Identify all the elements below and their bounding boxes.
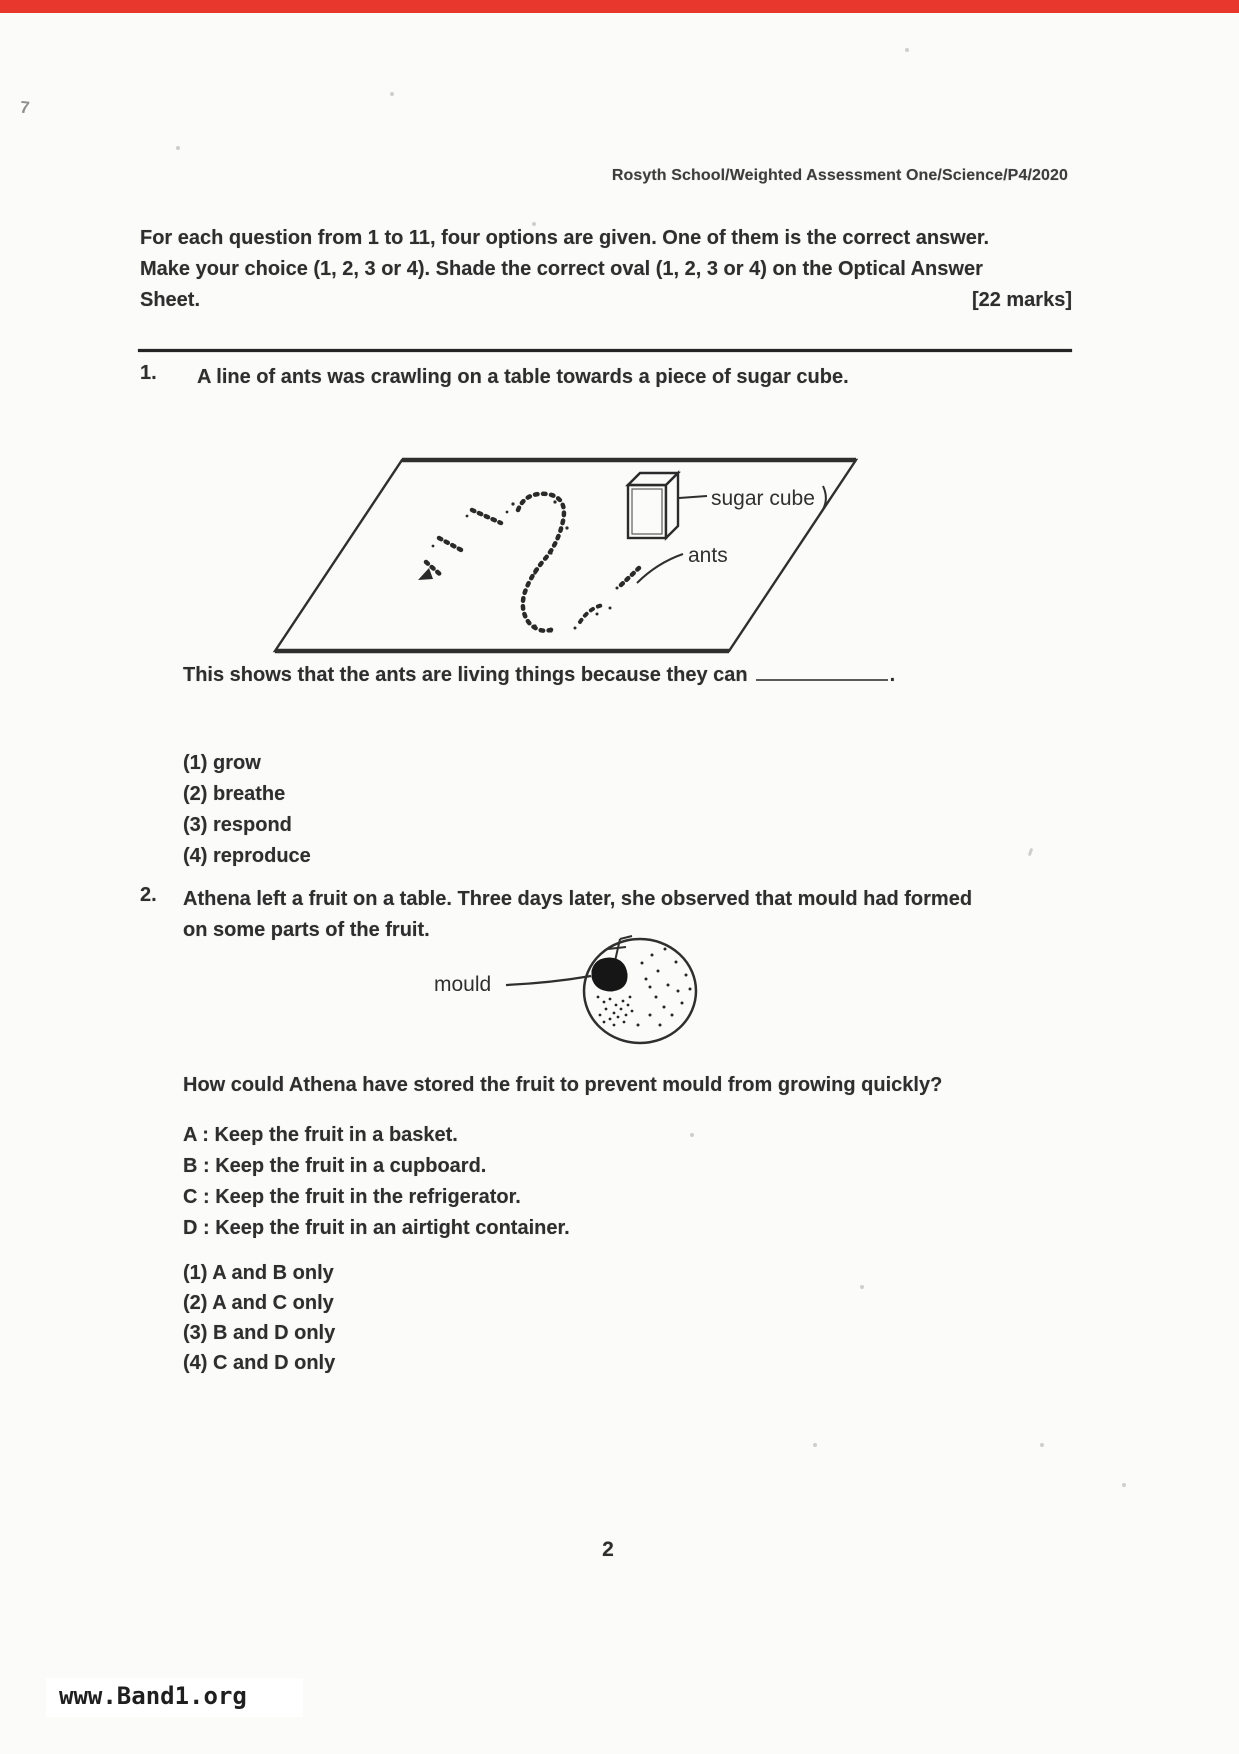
scan-speck — [1040, 1443, 1044, 1447]
option-row: (4) reproduce — [183, 845, 311, 867]
scan-speck — [390, 92, 394, 96]
instructions-line-1: For each question from 1 to 11, four options are given. One of them is the correct answer. — [140, 227, 990, 249]
question-1-stem — [183, 664, 895, 687]
question-2-number: 2. — [140, 884, 157, 906]
statement-row: B : Keep the fruit in a cupboard. — [183, 1155, 487, 1177]
option-row: (3) respond — [183, 814, 292, 836]
scan-speck — [690, 1133, 694, 1137]
marks-label: [22 marks] — [971, 289, 1072, 311]
instructions-line-2: Make your choice (1, 2, 3 or 4). Shade the correct oval (1, 2, 3 or 4) on the Optical Answer — [140, 258, 983, 280]
ant-trail — [426, 494, 639, 631]
question-2-question: How could Athena have stored the fruit to prevent mould from growing quickly? — [183, 1074, 943, 1096]
question-1-number: 1. — [140, 362, 157, 384]
mould-label: mould — [434, 973, 492, 996]
scan-speck — [860, 1285, 864, 1289]
question-2-text-line-1: Athena left a fruit on a table. Three days later, she observed that mould had formed — [183, 888, 973, 910]
question-2-options — [183, 1258, 335, 1378]
page-number: 2 — [602, 1538, 614, 1561]
option-row: (3) B and D only — [183, 1322, 336, 1344]
question-2-text-line-2: on some parts of the fruit. — [183, 919, 430, 941]
question-2-statements — [183, 1120, 570, 1244]
instructions-line-3 — [140, 285, 1072, 316]
scan-speck — [1122, 1483, 1126, 1487]
stray-curve-mark — [820, 486, 826, 514]
statement-row: A : Keep the fruit in a basket. — [183, 1124, 458, 1146]
mould-leader-line — [506, 976, 591, 985]
page-header: Rosyth School/Weighted Assessment One/Science/P4/2020 — [611, 167, 1068, 184]
scan-speck — [1028, 848, 1034, 857]
instructions-block — [140, 223, 1072, 316]
option-row: (1) grow — [183, 752, 261, 774]
sugar-cube-leader-line — [679, 496, 707, 498]
statement-row: D : Keep the fruit in an airtight container. — [183, 1217, 570, 1239]
ants-table-diagram — [255, 438, 875, 673]
option-row: (2) A and C only — [183, 1292, 334, 1314]
scan-speck — [905, 48, 909, 52]
stray-pen-mark: 7 — [19, 97, 31, 118]
ant-trail-arrow — [418, 568, 433, 580]
mouldy-fruit-diagram — [420, 925, 720, 1053]
option-row: (1) A and B only — [183, 1262, 334, 1284]
question-1-stem-period: . — [889, 664, 896, 686]
question-1-stem-text: This shows that the ants are living things because they can — [183, 664, 748, 686]
watermark-badge: www.Band1.org — [46, 1678, 303, 1717]
instructions-line-3-text: Sheet. — [140, 289, 201, 311]
ants-leader-line — [637, 554, 683, 583]
scan-speck — [176, 146, 180, 150]
question-1-options — [183, 748, 311, 872]
option-row: (4) C and D only — [183, 1352, 336, 1374]
scan-speck — [813, 1443, 817, 1447]
answer-blank — [756, 674, 888, 681]
mould-patch — [593, 959, 626, 990]
statement-row: C : Keep the fruit in the refrigerator. — [183, 1186, 521, 1208]
divider-line — [138, 349, 1072, 352]
question-1-text: A line of ants was crawling on a table towards a piece of sugar cube. — [197, 366, 849, 388]
sugar-cube-label: sugar cube — [711, 487, 815, 510]
option-row: (2) breathe — [183, 783, 286, 805]
ants-label: ants — [688, 544, 728, 567]
sugar-cube-drawing — [628, 473, 678, 538]
top-red-bar — [0, 0, 1239, 13]
scan-speck — [532, 222, 536, 226]
